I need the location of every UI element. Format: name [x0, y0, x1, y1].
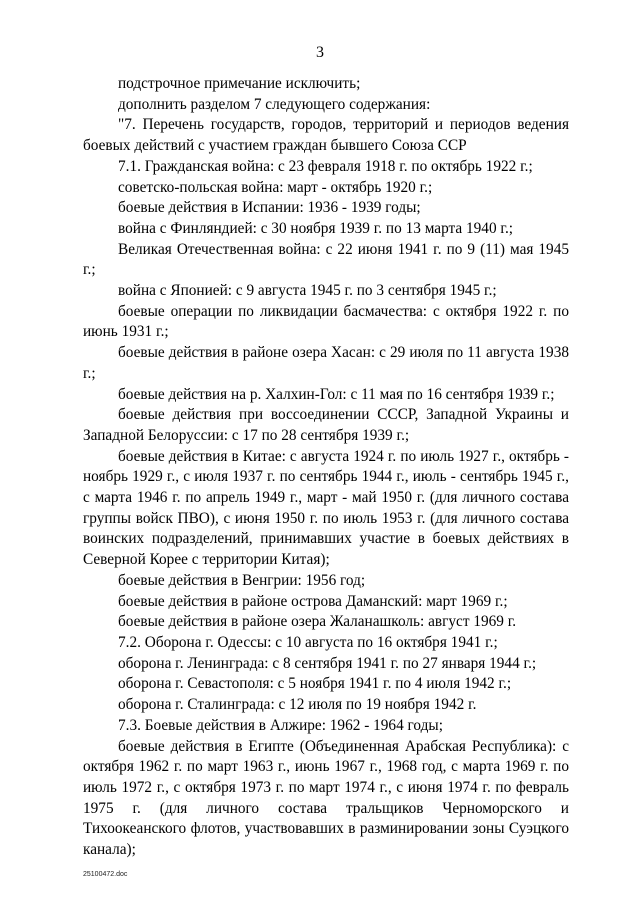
paragraph: оборона г. Севастополя: с 5 ноября 1941 г. по 4 июля 1942 г.;: [118, 675, 512, 693]
paragraph: дополнить разделом 7 следующего содержания:: [118, 95, 431, 113]
paragraph: боевые действия в Китае: с августа 1924 г. по июль 1927 г., октябрь - ноябрь 1929 г., с июля 1937 г. по сентябрь 1944 г., июль - сентябрь 1945 г., с марта 1946 г. по апрель 1949 г., март - май 1950 г. (для личного состава группы войск ПВО), с июня 1950 г. по июль 1953 г. (для личного состава воинских подразделений, принимавших участие в боевых действиях в Северной Корее с территории Китая);: [83, 447, 569, 569]
paragraph: боевые действия на р. Халхин-Гол: с 11 мая по 16 сентября 1939 г.;: [118, 385, 555, 403]
file-name-footer: 25100472.doc: [83, 871, 128, 878]
paragraph: боевые операции по ликвидации басмачества: с октября 1922 г. по июнь 1931 г.;: [83, 302, 569, 341]
paragraph: боевые действия в Египте (Объединенная Арабская Республика): с октября 1962 г. по март 1963 г., июнь 1967 г., 1968 год, с марта 1969 г. по июль 1972 г., с октября 1973 г. по март 1974 г., с июня 1974 г. по февраль 1975 г. (для личного состава тральщиков Черноморского и Тихоокеанского флотов, участвовавших в разминировании зоны Суэцкого канала);: [83, 737, 569, 859]
paragraph: война с Японией: с 9 августа 1945 г. по 3 сентября 1945 г.;: [118, 282, 497, 300]
paragraph: Великая Отечественная война: с 22 июня 1941 г. по 9 (11) мая 1945 г.;: [83, 240, 569, 279]
paragraph: боевые действия в Испании: 1936 - 1939 годы;: [118, 199, 421, 217]
document-body: [83, 74, 569, 861]
paragraph: оборона г. Ленинграда: с 8 сентября 1941 г. по 27 января 1944 г.;: [118, 654, 537, 672]
paragraph: война с Финляндией: с 30 ноября 1939 г. по 13 марта 1940 г.;: [118, 219, 514, 237]
paragraph: боевые действия в районе озера Жаланашколь: август 1969 г.: [118, 613, 517, 631]
paragraph: советско-польская война: март - октябрь 1920 г.;: [118, 178, 433, 196]
paragraph: 7.1. Гражданская война: с 23 февраля 1918 г. по октябрь 1922 г.;: [118, 157, 533, 175]
paragraph: боевые действия в районе острова Даманский: март 1969 г.;: [118, 592, 508, 610]
page-number: 3: [316, 44, 324, 61]
paragraph: 7.2. Оборона г. Одессы: с 10 августа по 16 октября 1941 г.;: [118, 633, 498, 651]
paragraph: 7.3. Боевые действия в Алжире: 1962 - 1964 годы;: [118, 716, 443, 734]
section-heading: "7. Перечень государств, городов, территорий и периодов ведения боевых действий с участием граждан бывшего Союза ССР: [83, 116, 569, 155]
paragraph: подстрочное примечание исключить;: [118, 75, 361, 92]
paragraph: боевые действия в Венгрии: 1956 год;: [118, 571, 366, 589]
paragraph: боевые действия в районе озера Хасан: с 29 июля по 11 августа 1938 г.;: [83, 344, 569, 382]
paragraph: боевые действия при воссоединении СССР, Западной Украины и Западной Белоруссии: с 17 по 28 сентября 1939 г.;: [83, 406, 569, 444]
paragraph: оборона г. Сталинграда: с 12 июля по 19 ноября 1942 г.: [118, 696, 477, 714]
